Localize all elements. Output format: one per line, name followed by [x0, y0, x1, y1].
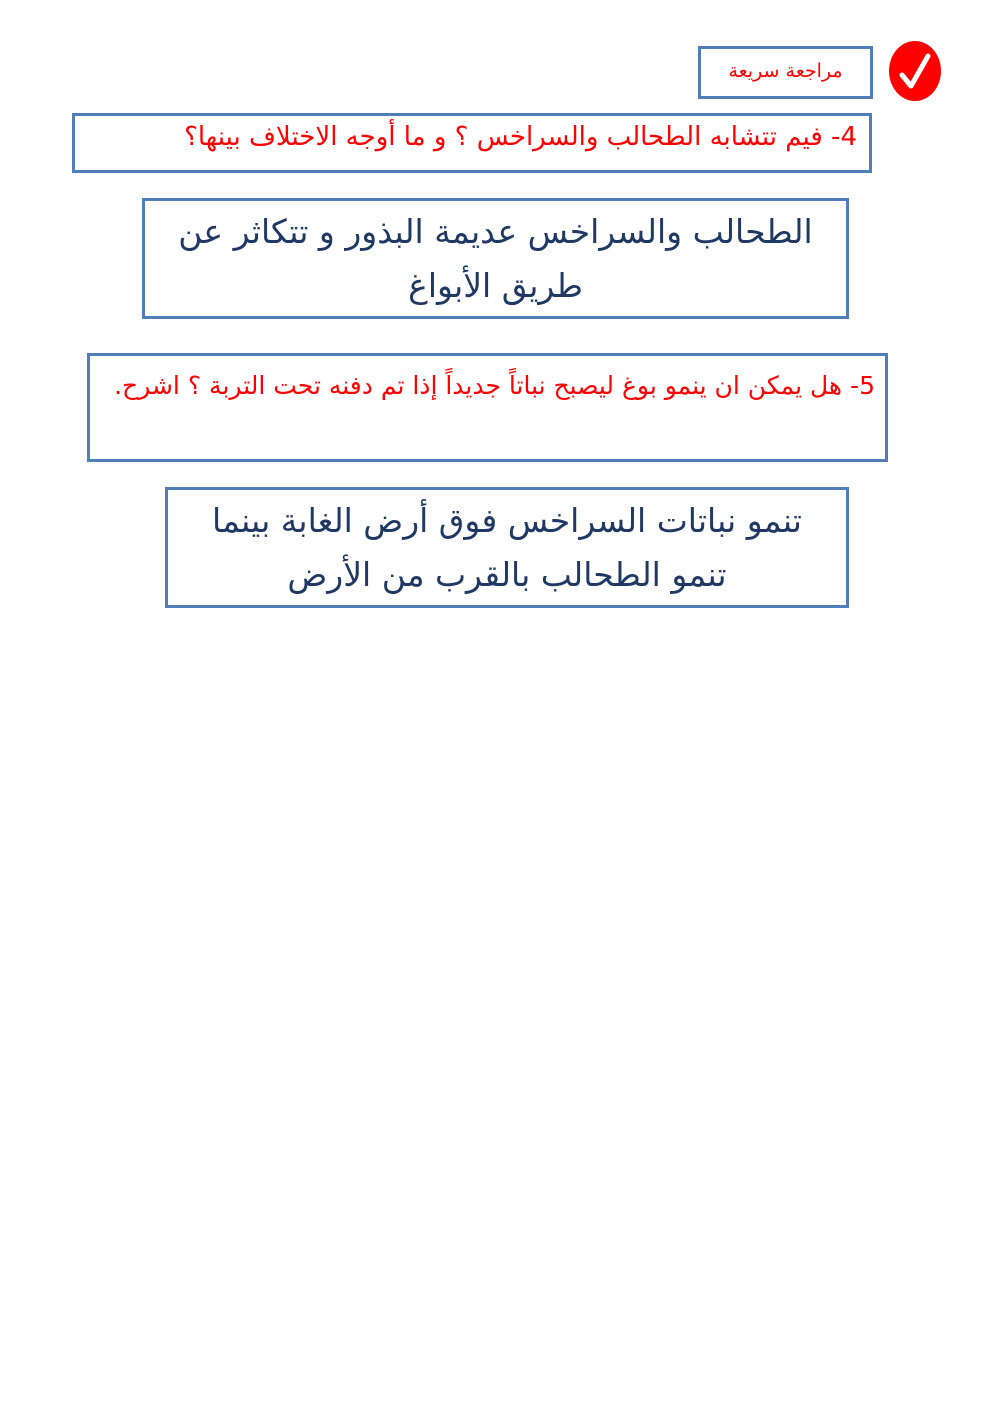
quick-review-text: مراجعة سريعة — [728, 59, 843, 82]
answer-4-text: الطحالب والسراخس عديمة البذور و تتكاثر عن طريق الأبواغ — [178, 212, 813, 305]
answer-5-box — [165, 487, 849, 608]
checkmark-icon — [888, 40, 942, 102]
answer-5-text: تنمو نباتات السراخس فوق أرض الغابة بينما تنمو الطحالب بالقرب من الأرض — [212, 501, 802, 594]
answer-4-box — [142, 198, 849, 319]
quick-review-label — [698, 46, 873, 99]
question-5-text: 5- هل يمكن ان ينمو بوغ ليصبح نباتاً جديداً إذا تم دفنه تحت التربة ؟ اشرح. — [114, 371, 875, 400]
question-4-text: 4- فيم تتشابه الطحالب والسراخس ؟ و ما أوجه الاختلاف بينها؟ — [184, 122, 857, 152]
question-5-box — [87, 353, 888, 462]
question-4-box — [72, 113, 872, 173]
